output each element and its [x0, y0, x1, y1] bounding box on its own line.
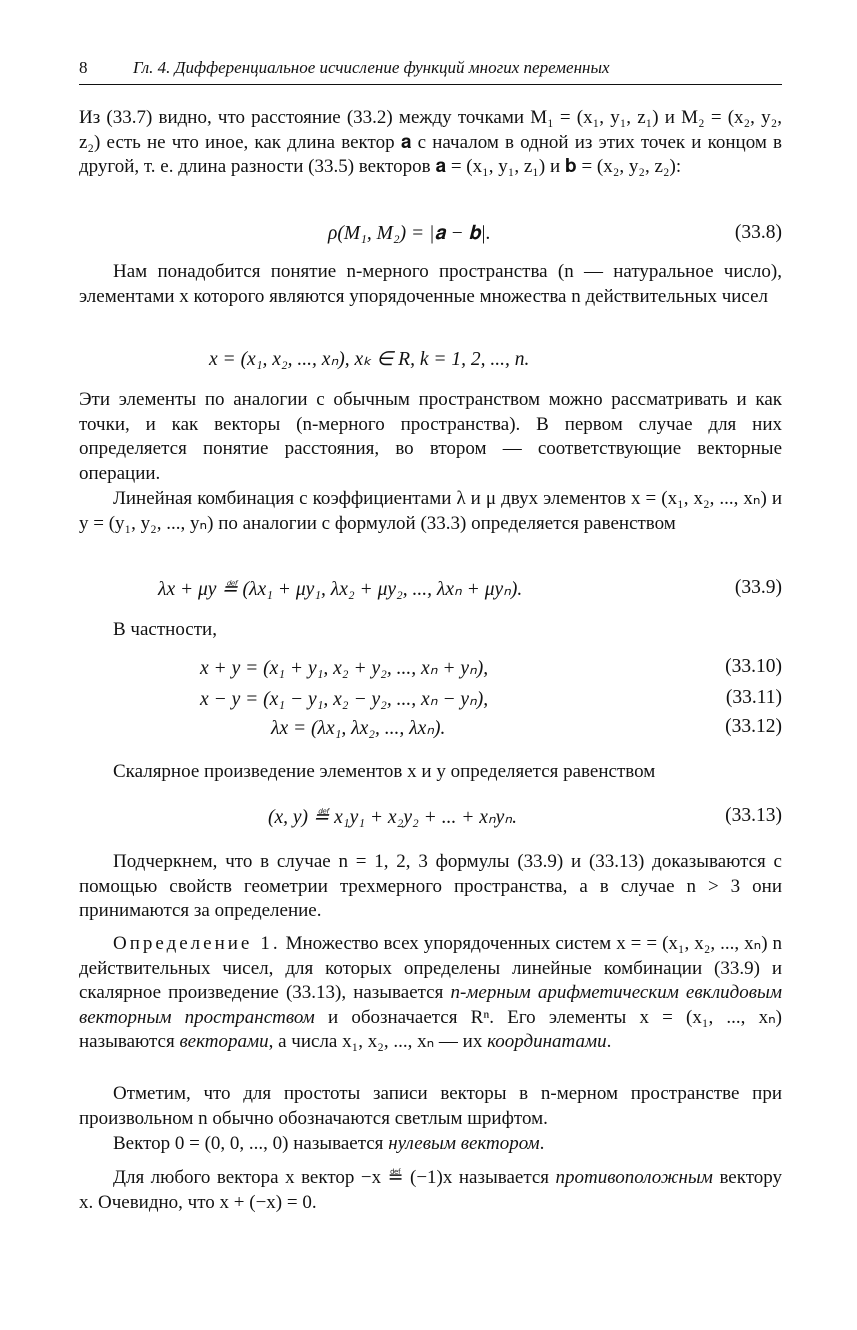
paragraph-distance: Из (33.7) видно, что расстояние (33.2) между точками M₁ = (x₁, y₁, z₁) и M₂ = (x₂, y₂, z₂) есть не что иное, как длина вектор 𝐚 с началом в одной из этих точек и концом в другой, т. е. длина разности (33.5) векторов 𝐚 = (x₁, y₁, z₁) и 𝐛 = (x₂, y₂, z₂):	[79, 107, 782, 178]
paragraph-in-particular: В частности,	[113, 619, 217, 640]
equation-number: (33.8)	[734, 222, 782, 243]
equation-number: (33.12)	[725, 716, 782, 737]
equation-formula: (x, y) ≝ x₁y₁ + x₂y₂ + ... + xₙyₙ.	[268, 807, 517, 828]
equation-number: (33.13)	[725, 805, 782, 826]
paragraph-opposite-vector	[79, 1166, 782, 1215]
equation-number: (33.9)	[734, 577, 782, 598]
equation-33-8	[79, 222, 782, 248]
zero-vector-text: Вектор 0 = (0, 0, ..., 0) называется	[113, 1133, 384, 1154]
equation-formula: x − y = (x₁ − y₁, x₂ − y₂, ..., xₙ − yₙ),	[200, 689, 489, 710]
equation-formula: λx = (λx₁, λx₂, ..., λxₙ).	[271, 718, 446, 739]
definition-term: n-мерным арифметическим евклидовым векторным пространством	[79, 982, 782, 1028]
equation-formula: λx + μy ≝ (λx₁ + μy₁, λx₂ + μy₂, ..., λxₙ + μyₙ).	[158, 579, 523, 600]
zero-vector-text: .	[539, 1133, 545, 1154]
equation-number: (33.11)	[725, 687, 782, 708]
definition-1	[79, 932, 782, 1055]
definition-text: Множество всех упорядоченных систем x = = (x₁, x₂, ..., xₙ) n действительных чисел, для которых определены линейные комбинации (33.9) и скалярное произведение (33.13), называется	[79, 933, 783, 1004]
equation-element-x	[79, 347, 782, 373]
paragraph-emphasis: Подчеркнем, что в случае n = 1, 2, 3 формулы (33.9) и (33.13) доказываются с помощью свойств геометрии трехмерного пространства, а в случае n > 3 они принимаются за определение.	[79, 851, 782, 922]
paragraph-points-vectors: Эти элементы по аналогии с обычным пространством можно рассматривать и как точки, и как векторы (n-мерного пространства). В первом случае для них определяется понятие расстояния, во втором — соответствующие векторные операции.	[79, 389, 782, 484]
equation-formula: x + y = (x₁ + y₁, x₂ + y₂, ..., xₙ + yₙ),	[200, 658, 489, 679]
page-number: 8	[79, 58, 88, 77]
equation-33-12	[79, 716, 782, 742]
equation-formula: x = (x₁, x₂, ..., xₙ), xₖ ∈ R, k = 1, 2, ..., n.	[209, 349, 530, 370]
paragraph-linear-combination: Линейная комбинация с коэффициентами λ и μ двух элементов x = (x₁, x₂, ..., xₙ) и y = (y₁, y₂, ..., yₙ) по аналогии с формулой (33.3) определяется равенством	[79, 488, 782, 534]
definition-text: , а числа x₁, x₂, ..., xₙ — их	[268, 1031, 483, 1053]
definition-coords-term: координатами	[487, 1031, 607, 1053]
definition-vectors-term: векторами	[179, 1031, 269, 1053]
opposite-vector-term: противоположным	[555, 1167, 713, 1188]
equation-33-11	[79, 687, 782, 713]
paragraph-n-space: Нам понадобится понятие n-мерного пространства (n — натуральное число), элементами x которого являются упорядоченные множества n действительных чисел	[79, 261, 782, 307]
paragraph-zero-vector	[79, 1132, 782, 1157]
equation-33-9	[79, 577, 782, 603]
paragraph-notation: Отметим, что для простоты записи векторы в n-мерном пространстве при произвольном n обычно обозначаются светлым шрифтом.	[79, 1083, 782, 1129]
opposite-vector-text: вектору x. Очевидно, что x + (−x) = 0.	[79, 1167, 783, 1213]
header-rule	[79, 84, 782, 85]
equation-number: (33.10)	[725, 656, 782, 677]
definition-label: Определение 1.	[113, 933, 281, 954]
equation-33-13	[79, 805, 782, 831]
chapter-title: Гл. 4. Дифференциальное исчисление функций многих переменных	[133, 58, 610, 77]
equation-formula: ρ(M₁, M₂) = |𝐚 − 𝐛|.	[328, 223, 491, 244]
definition-text: .	[606, 1031, 612, 1053]
running-header	[79, 56, 782, 84]
opposite-vector-text: Для любого вектора x вектор −x ≝ (−1)x называется	[113, 1167, 550, 1188]
zero-vector-term: нулевым вектором	[388, 1133, 540, 1154]
definition-text: и обозначается Rⁿ. Его элементы x = (x₁, ..., xₙ) называются	[79, 1006, 782, 1053]
equation-33-10	[79, 656, 782, 682]
paragraph-scalar-product: Скалярное произведение элементов x и y определяется равенством	[113, 761, 656, 782]
